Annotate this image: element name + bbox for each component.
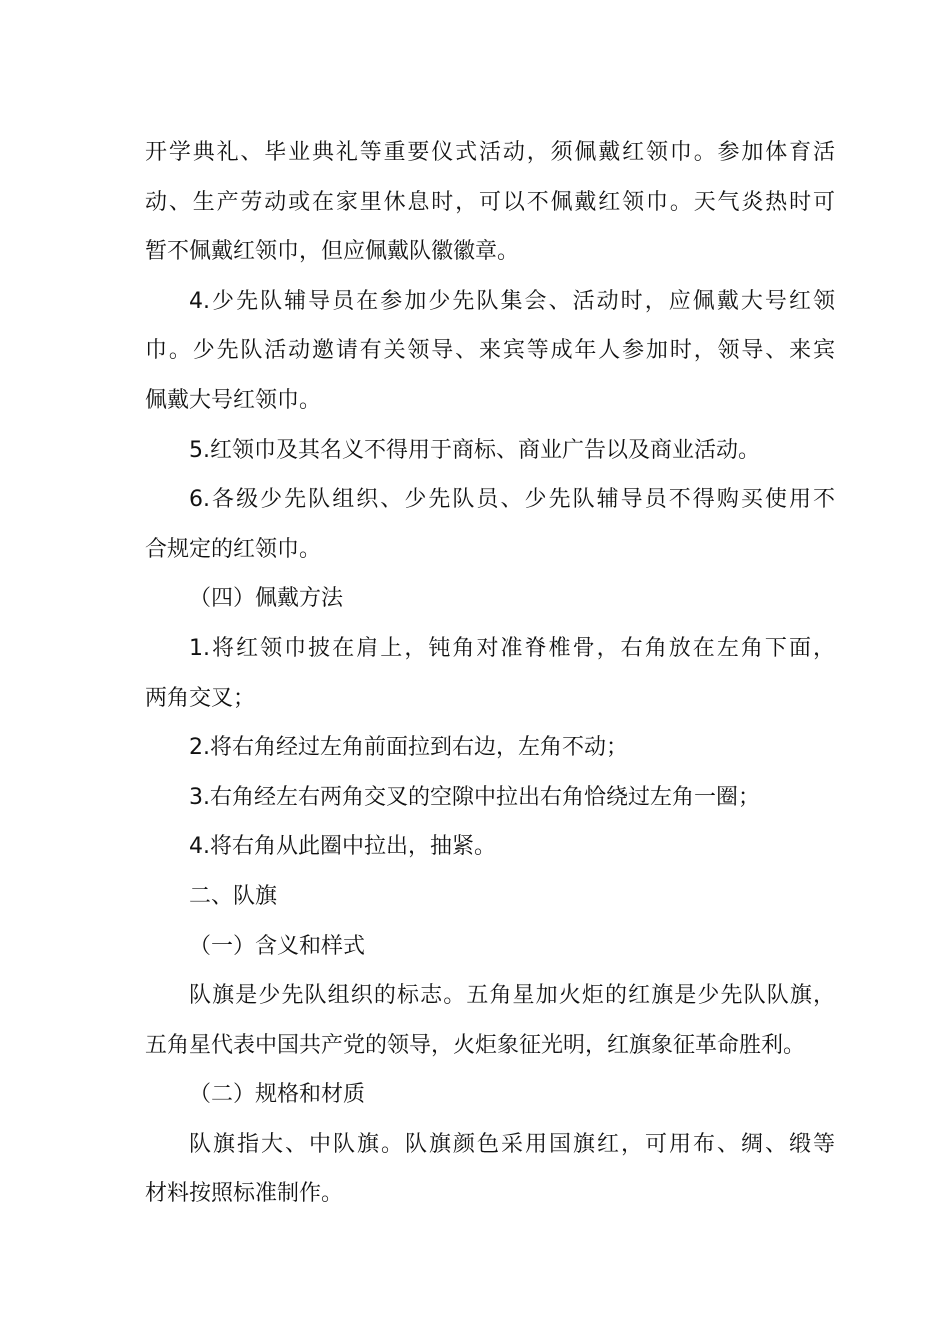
text-line: （四）佩戴方法 — [189, 586, 344, 612]
text-line: 5.红领巾及其名义不得用于商标、商业广告以及商业活动。 — [189, 437, 760, 463]
text-line: 4.将右角从此圈中拉出，抽紧。 — [189, 834, 496, 860]
text-line: 3.右角经左右两角交叉的空隙中拉出右角恰绕过左角一圈； — [189, 784, 760, 810]
text-line: 动、生产劳动或在家里休息时，可以不佩戴红领巾。天气炎热时可 — [145, 189, 835, 215]
text-line: 2.将右角经过左角前面拉到右边，左角不动； — [189, 735, 628, 761]
text-line: 开学典礼、毕业典礼等重要仪式活动，须佩戴红领巾。参加体育活 — [145, 140, 835, 165]
text-line: 6.各级少先队组织、少先队员、少先队辅导员不得购买使用不 — [189, 487, 835, 513]
document-body — [145, 128, 835, 1219]
text-line: 佩戴大号红领巾。 — [145, 387, 322, 413]
text-line: 队旗指大、中队旗。队旗颜色采用国旗红，可用布、绸、缎等 — [189, 1131, 835, 1157]
text-line: （二）规格和材质 — [189, 1082, 366, 1108]
text-line: 队旗是少先队组织的标志。五角星加火炬的红旗是少先队队旗， — [189, 983, 835, 1009]
text-line: 合规定的红领巾。 — [145, 536, 322, 562]
text-line: 材料按照标准制作。 — [145, 1181, 344, 1207]
text-line: 五角星代表中国共产党的领导，火炬象征光明，红旗象征革命胜利。 — [145, 1032, 806, 1058]
text-line: 两角交叉； — [145, 685, 256, 711]
text-line: 暂不佩戴红领巾，但应佩戴队徽徽章。 — [145, 239, 520, 265]
text-line: 1.将红领巾披在肩上，钝角对准脊椎骨，右角放在左角下面， — [189, 635, 835, 661]
text-line: 巾。少先队活动邀请有关领导、来宾等成年人参加时，领导、来宾 — [145, 338, 835, 364]
text-line: 4.少先队辅导员在参加少先队集会、活动时，应佩戴大号红领 — [189, 288, 835, 314]
text-line: （一）含义和样式 — [189, 933, 366, 959]
text-line: 二、队旗 — [189, 883, 278, 909]
